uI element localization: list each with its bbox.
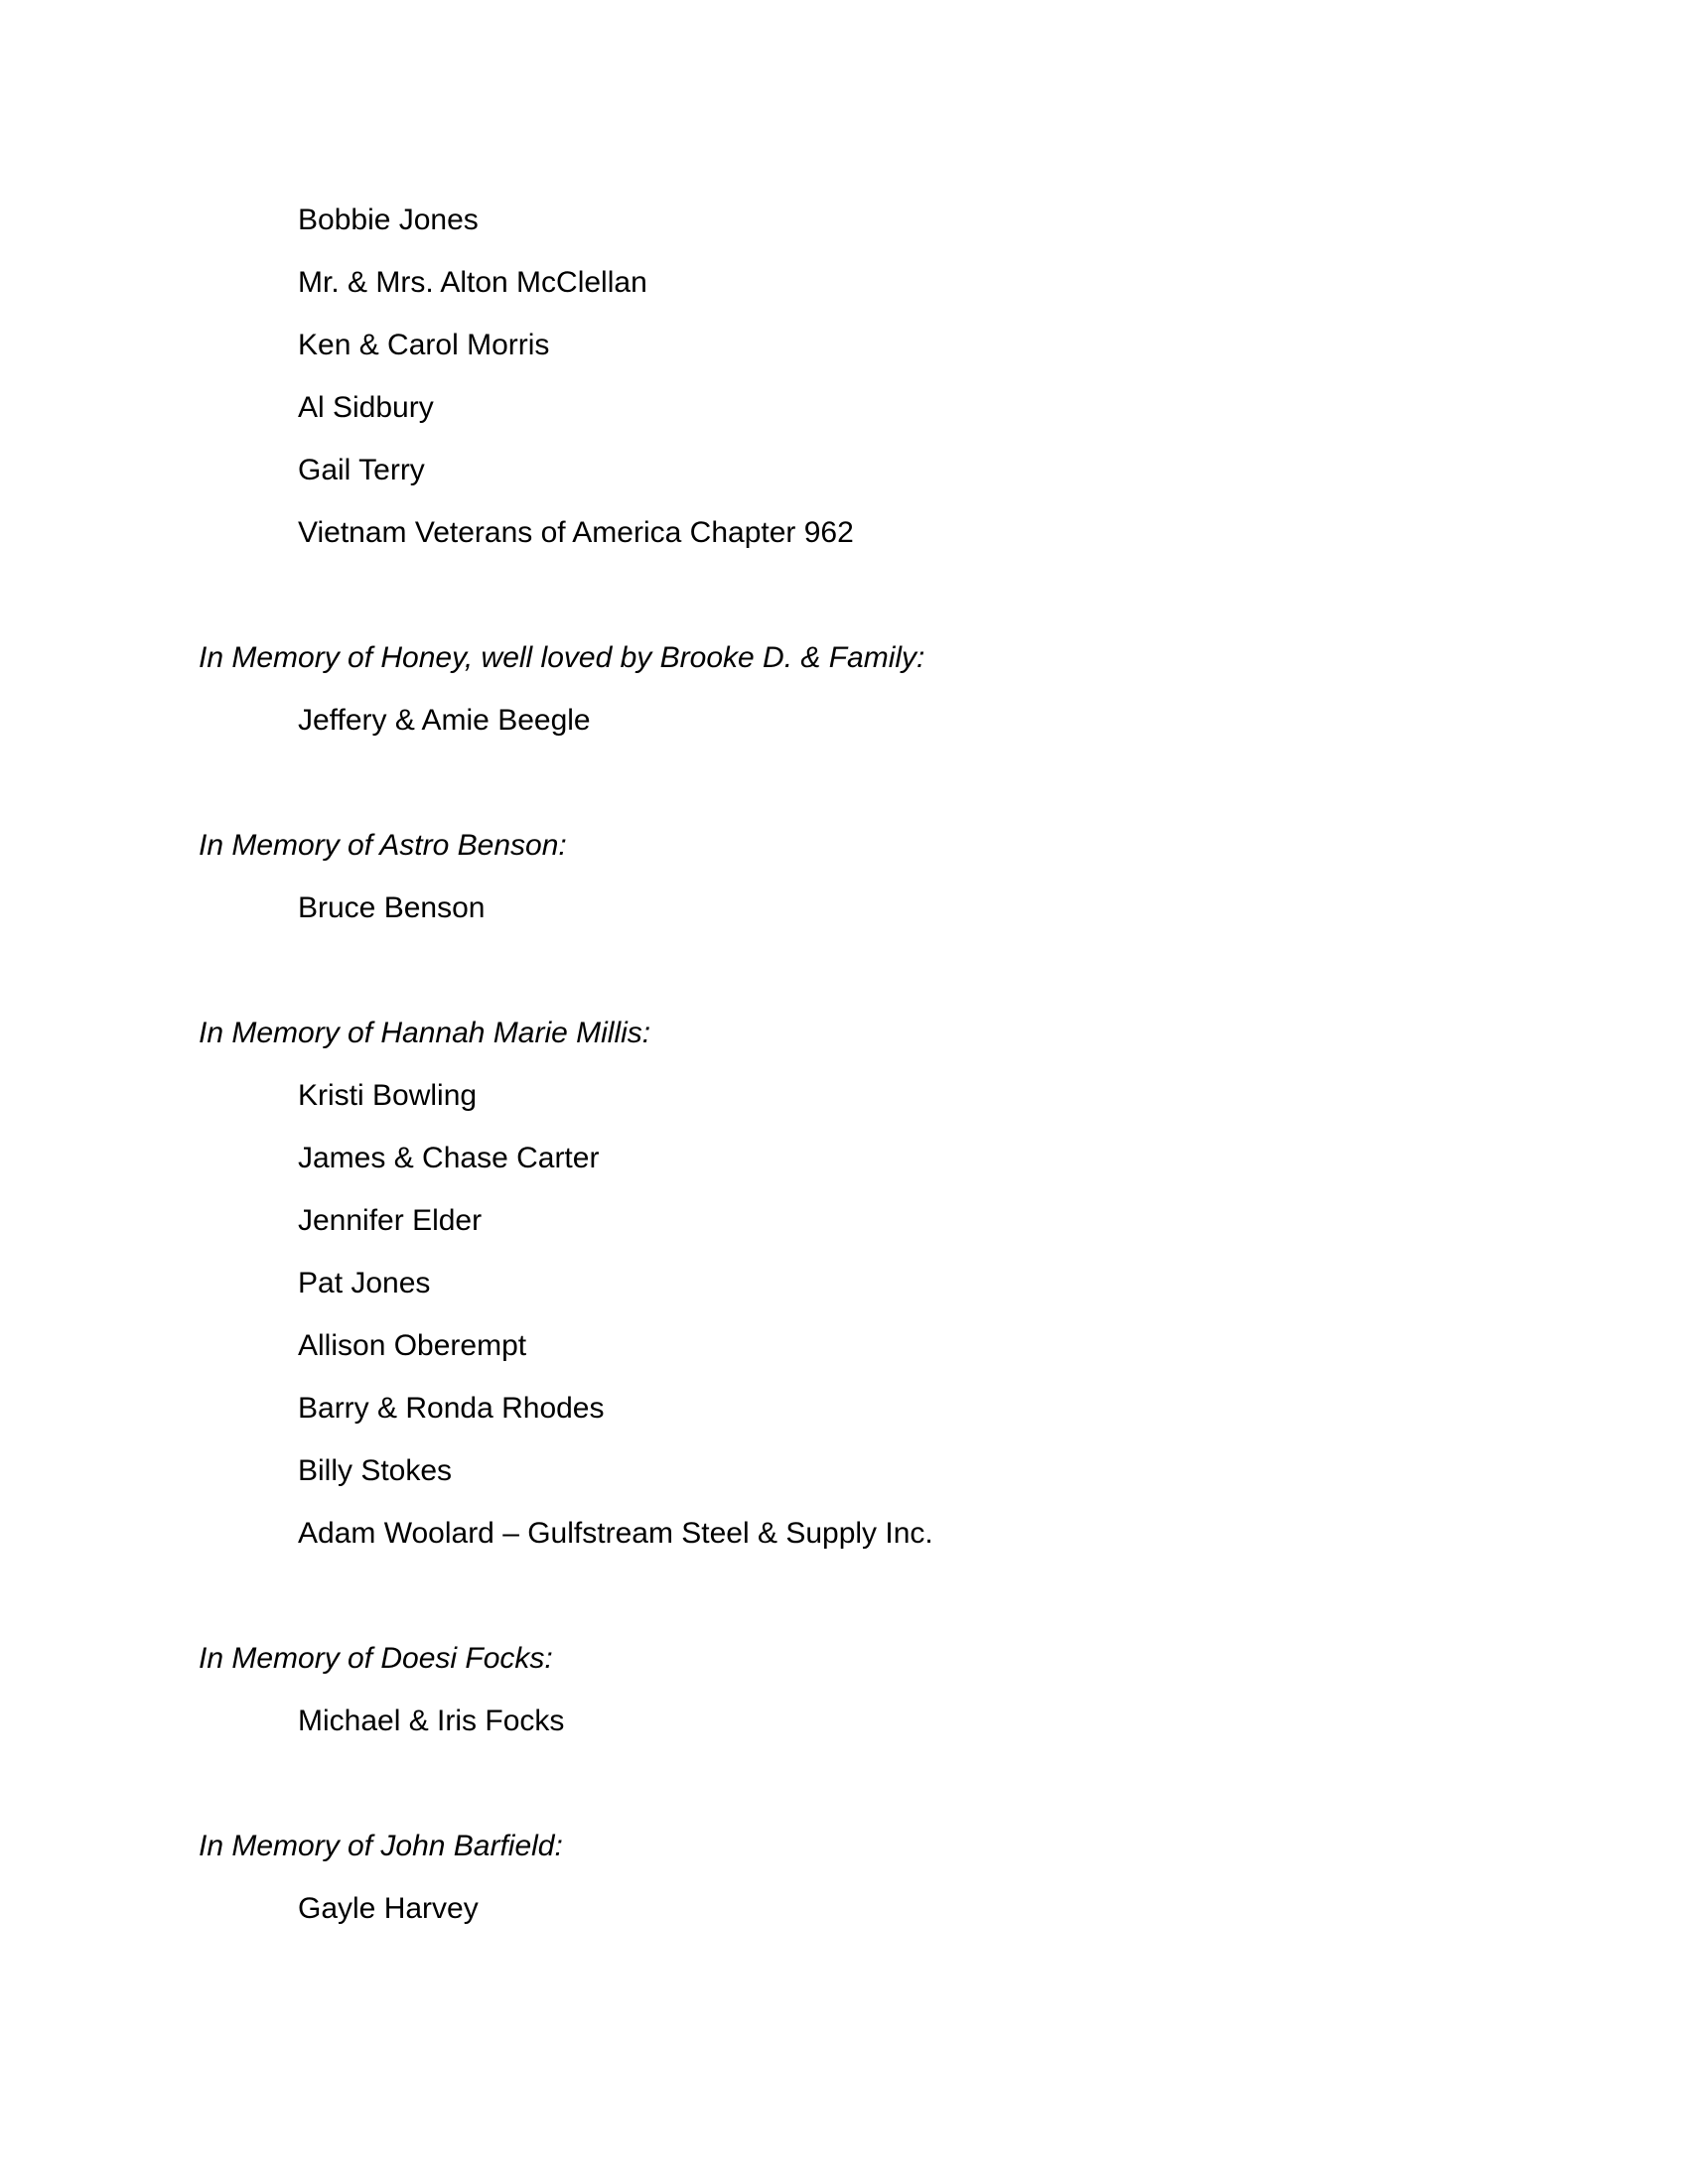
donor-name: Gayle Harvey: [298, 1892, 479, 1925]
donor-name: Pat Jones: [298, 1267, 431, 1299]
section-spacer: [199, 939, 1489, 1002]
donor-name: Adam Woolard – Gulfstream Steel & Supply Inc.: [298, 1517, 933, 1550]
memorial-heading: In Memory of Astro Benson:: [199, 829, 567, 862]
section-spacer: [199, 751, 1489, 814]
donor-name: Jeffery & Amie Beegle: [298, 704, 591, 737]
donor-name: Jennifer Elder: [298, 1204, 483, 1237]
memorial-heading: In Memory of Hannah Marie Millis:: [199, 1017, 651, 1049]
section-spacer: [199, 564, 1489, 626]
donor-name: Barry & Ronda Rhodes: [298, 1392, 605, 1425]
memorial-heading: In Memory of Honey, well loved by Brooke D. & Family:: [199, 641, 925, 674]
donor-name: Michael & Iris Focks: [298, 1705, 565, 1737]
donor-name: Ken & Carol Morris: [298, 329, 550, 361]
donor-name: Allison Oberempt: [298, 1329, 527, 1362]
donor-name: Gail Terry: [298, 454, 425, 486]
donor-name: Al Sidbury: [298, 391, 434, 424]
donor-name: Bobbie Jones: [298, 204, 479, 236]
donor-name: Bruce Benson: [298, 891, 486, 924]
donor-name: Mr. & Mrs. Alton McClellan: [298, 266, 647, 299]
memorial-heading: In Memory of John Barfield:: [199, 1830, 563, 1862]
section-spacer: [199, 1565, 1489, 1627]
donor-name: Billy Stokes: [298, 1454, 453, 1487]
donor-name: Kristi Bowling: [298, 1079, 478, 1112]
memorial-list: [199, 189, 1489, 1940]
memorial-heading: In Memory of Doesi Focks:: [199, 1642, 553, 1675]
donor-name: James & Chase Carter: [298, 1142, 600, 1174]
section-spacer: [199, 1752, 1489, 1815]
donor-name: Vietnam Veterans of America Chapter 962: [298, 516, 854, 549]
